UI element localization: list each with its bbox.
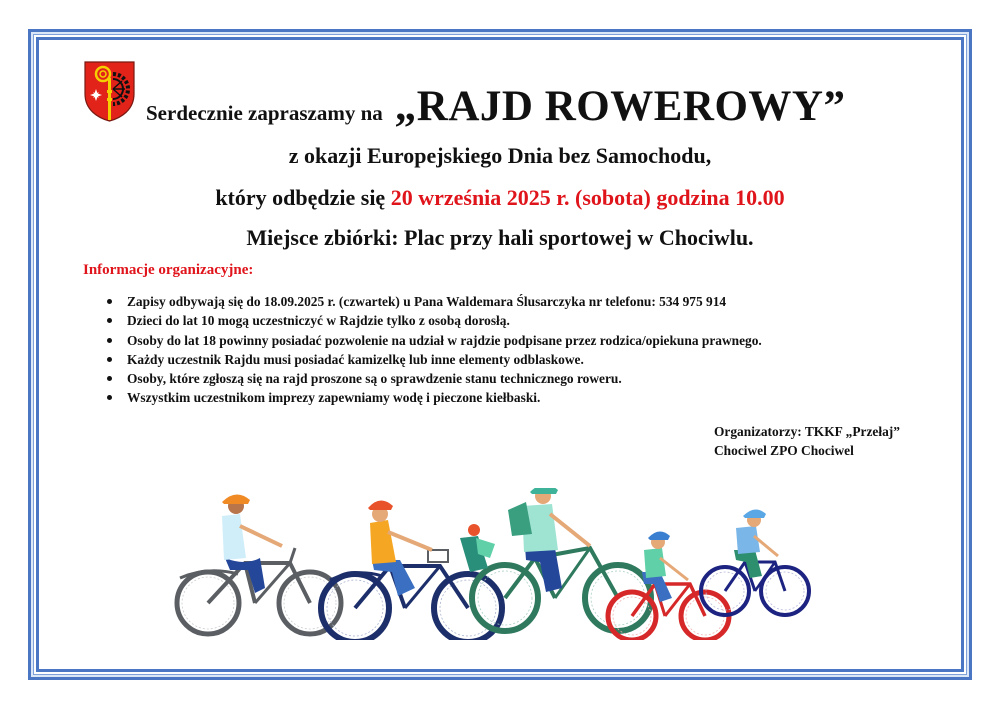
list-item — [107, 311, 762, 330]
headline — [146, 82, 845, 131]
bullet-icon — [107, 376, 112, 381]
invitation-lead: Serdecznie zapraszamy na — [146, 101, 383, 125]
bullet-icon — [107, 338, 112, 343]
info-list — [107, 292, 762, 408]
bullet-icon — [107, 318, 112, 323]
family-cyclists-illustration — [160, 488, 820, 640]
list-item — [107, 388, 762, 407]
rider-woman-grey-bike — [177, 494, 341, 634]
list-item — [107, 292, 762, 311]
list-item-text: Osoby do lat 18 powinny posiadać pozwolenie na udział w rajdzie podpisane przez rodzica/opiekuna prawnego. — [127, 332, 762, 348]
meeting-place: Miejsce zbiórki: Plac przy hali sportowej w Chociwlu. — [246, 225, 754, 250]
event-title: „RAJD ROWEROWY” — [394, 83, 846, 130]
rider-boy-blue-bike — [701, 509, 809, 615]
rider-man-green-bike — [460, 488, 651, 631]
info-section-title: Informacje organizacyjne: — [83, 262, 254, 278]
list-item — [107, 331, 762, 350]
list-item-text: Każdy uczestnik Rajdu musi posiadać kamizelkę lub inne elementy odblaskowe. — [127, 351, 584, 367]
bullet-icon — [107, 299, 112, 304]
organizers-line-1: Organizatorzy: TKKF „Przełaj” — [714, 424, 900, 439]
list-item-text: Zapisy odbywają się do 18.09.2025 r. (czwartek) u Pana Waldemara Ślusarczyka nr telefonu: 534 975 914 — [127, 294, 727, 309]
date-prefix: który odbędzie się — [215, 185, 386, 210]
occasion-line: z okazji Europejskiego Dnia bez Samochodu, — [288, 143, 712, 168]
list-item-text: Osoby, które zgłoszą się na rajd proszone są o sprawdzenie stanu technicznego roweru. — [127, 371, 622, 387]
date-line — [0, 185, 1000, 211]
list-item — [107, 350, 762, 369]
event-date: 20 września 2025 r. (sobota) godzina 10.00 — [390, 185, 785, 210]
list-item — [107, 369, 762, 388]
coat-of-arms-icon — [83, 60, 136, 122]
list-item-text: Wszystkim uczestnikom imprezy zapewniamy wodę i pieczone kiełbaski. — [127, 390, 541, 406]
bullet-icon — [107, 395, 112, 400]
list-item-text: Dzieci do lat 10 mogą uczestniczyć w Rajdzie tylko z osobą dorosłą. — [127, 313, 510, 329]
bullet-icon — [107, 357, 112, 362]
organizers — [714, 422, 900, 460]
organizers-line-2: Chociwel ZPO Chociwel — [714, 443, 854, 458]
